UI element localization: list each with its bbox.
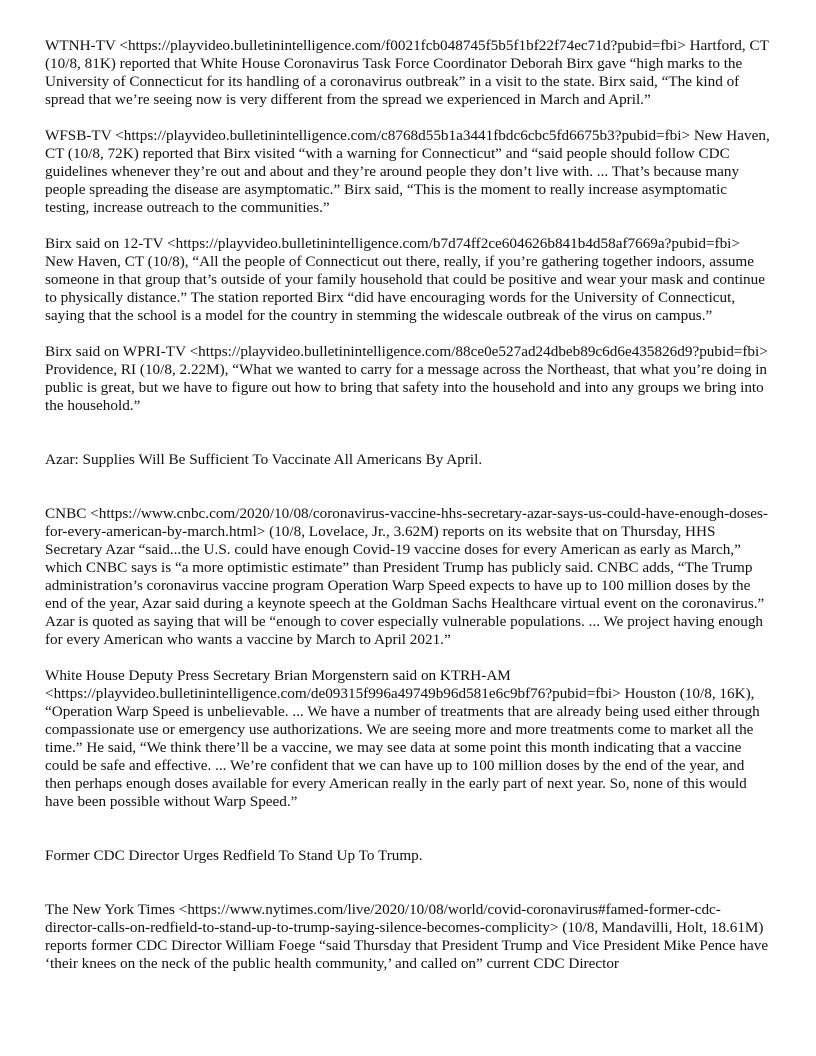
paragraph-cnbc: CNBC <https://www.cnbc.com/2020/10/08/coronavirus-vaccine-hhs-secretary-azar-says-us-could-have-enough-doses-for-every-american-by-march.html> (10/8, Lovelace, Jr., 3.62M) reports on its website that on Thursday, HHS Secretary Azar “said...the U.S. could have enough Covid-19 vaccine doses for every American as early as March,” which CNBC says is “a more optimistic estimate” than President Trump has publicly said. CNBC adds, “The Trump administration’s coronavirus vaccine program Operation Warp Speed expects to have up to 100 million doses by the end of the year, Azar said during a keynote speech at the Goldman Sachs Healthcare virtual event on the coronavirus.” Azar is quoted as saying that will be “enough to cover especially vulnerable populations. ... We project having enough for every American who wants a vaccine by March to April 2021.”	[45, 505, 768, 648]
section-heading-azar: Azar: Supplies Will Be Sufficient To Vaccinate All Americans By April.	[45, 451, 483, 468]
paragraph-wpri: Birx said on WPRI-TV <https://playvideo.bulletinintelligence.com/88ce0e527ad24dbeb89c6d6e435826d9?pubid=fbi> Providence, RI (10/8, 2.22M), “What we wanted to carry for a message across the Northeast, that what you’re doing in public is great, but we have to figure out how to bring that safety into the household and into any groups we bring into the household.”	[45, 343, 768, 414]
paragraph-wtnh: WTNH-TV <https://playvideo.bulletinintelligence.com/f0021fcb048745f5b5f1bf22f74ec71d?pubid=fbi> Hartford, CT (10/8, 81K) reported that White House Coronavirus Task Force Coordinator Deborah Birx gave “high marks to the University of Connecticut for its handling of a coronavirus outbreak” in a visit to the state. Birx said, “The kind of spread that we’re seeing now is very different from the spread we experienced in March and April.”	[45, 37, 769, 108]
paragraph-ktrh: White House Deputy Press Secretary Brian Morgenstern said on KTRH-AM <https://playvideo.bulletinintelligence.com/de09315f996a49749b96d581e6c9bf76?pubid=fbi> Houston (10/8, 16K), “Operation Warp Speed is unbelievable. ... We have a number of treatments that are already being used either through compassionate use or emergency use authorizations. We are seeing more and more treatments come to market all the time.” He said, “We think there’ll be a vaccine, we may see data at some point this month indicating that a vaccine could be safe and effective. ... We’re confident that we can have up to 100 million doses by the end of the year, and then perhaps enough doses available for every American really in the early part of next year. So, none of this would have been possible without Warp Speed.”	[45, 667, 760, 810]
paragraph-wfsb: WFSB-TV <https://playvideo.bulletinintelligence.com/c8768d55b1a3441fbdc6cbc5fd6675b3?pubid=fbi> New Haven, CT (10/8, 72K) reported that Birx visited “with a warning for Connecticut” and “said people should follow CDC guidelines whenever they’re out and about and they’re around people they don’t live with. ... That’s because many people spreading the disease are asymptomatic.” Birx said, “This is the moment to really increase asymptomatic testing, increase outreach to the communities.”	[45, 127, 770, 216]
paragraph-nyt: The New York Times <https://www.nytimes.com/live/2020/10/08/world/covid-coronavirus#famed-former-cdc-director-calls-on-redfield-to-stand-up-to-trump-saying-silence-becomes-complicity> (10/8, Mandavilli, Holt, 18.61M) reports former CDC Director William Foege “said Thursday that President Trump and Vice President Mike Pence have ‘their knees on the neck of the public health community,’ and called on” current CDC Director	[45, 901, 769, 972]
paragraph-12tv: Birx said on 12-TV <https://playvideo.bulletinintelligence.com/b7d74ff2ce604626b841b4d58af7669a?pubid=fbi> New Haven, CT (10/8), “All the people of Connecticut out there, really, if you’re gathering together indoors, assume someone in that group that’s outside of your family household that could be positive and wear your mask and continue to physically distance.” The station reported Birx “did have encouraging words for the University of Connecticut, saying that the school is a model for the country in stemming the widescale outbreak of the virus on campus.”	[45, 235, 765, 324]
document-page	[45, 37, 771, 991]
section-heading-foege: Former CDC Director Urges Redfield To Stand Up To Trump.	[45, 847, 423, 864]
